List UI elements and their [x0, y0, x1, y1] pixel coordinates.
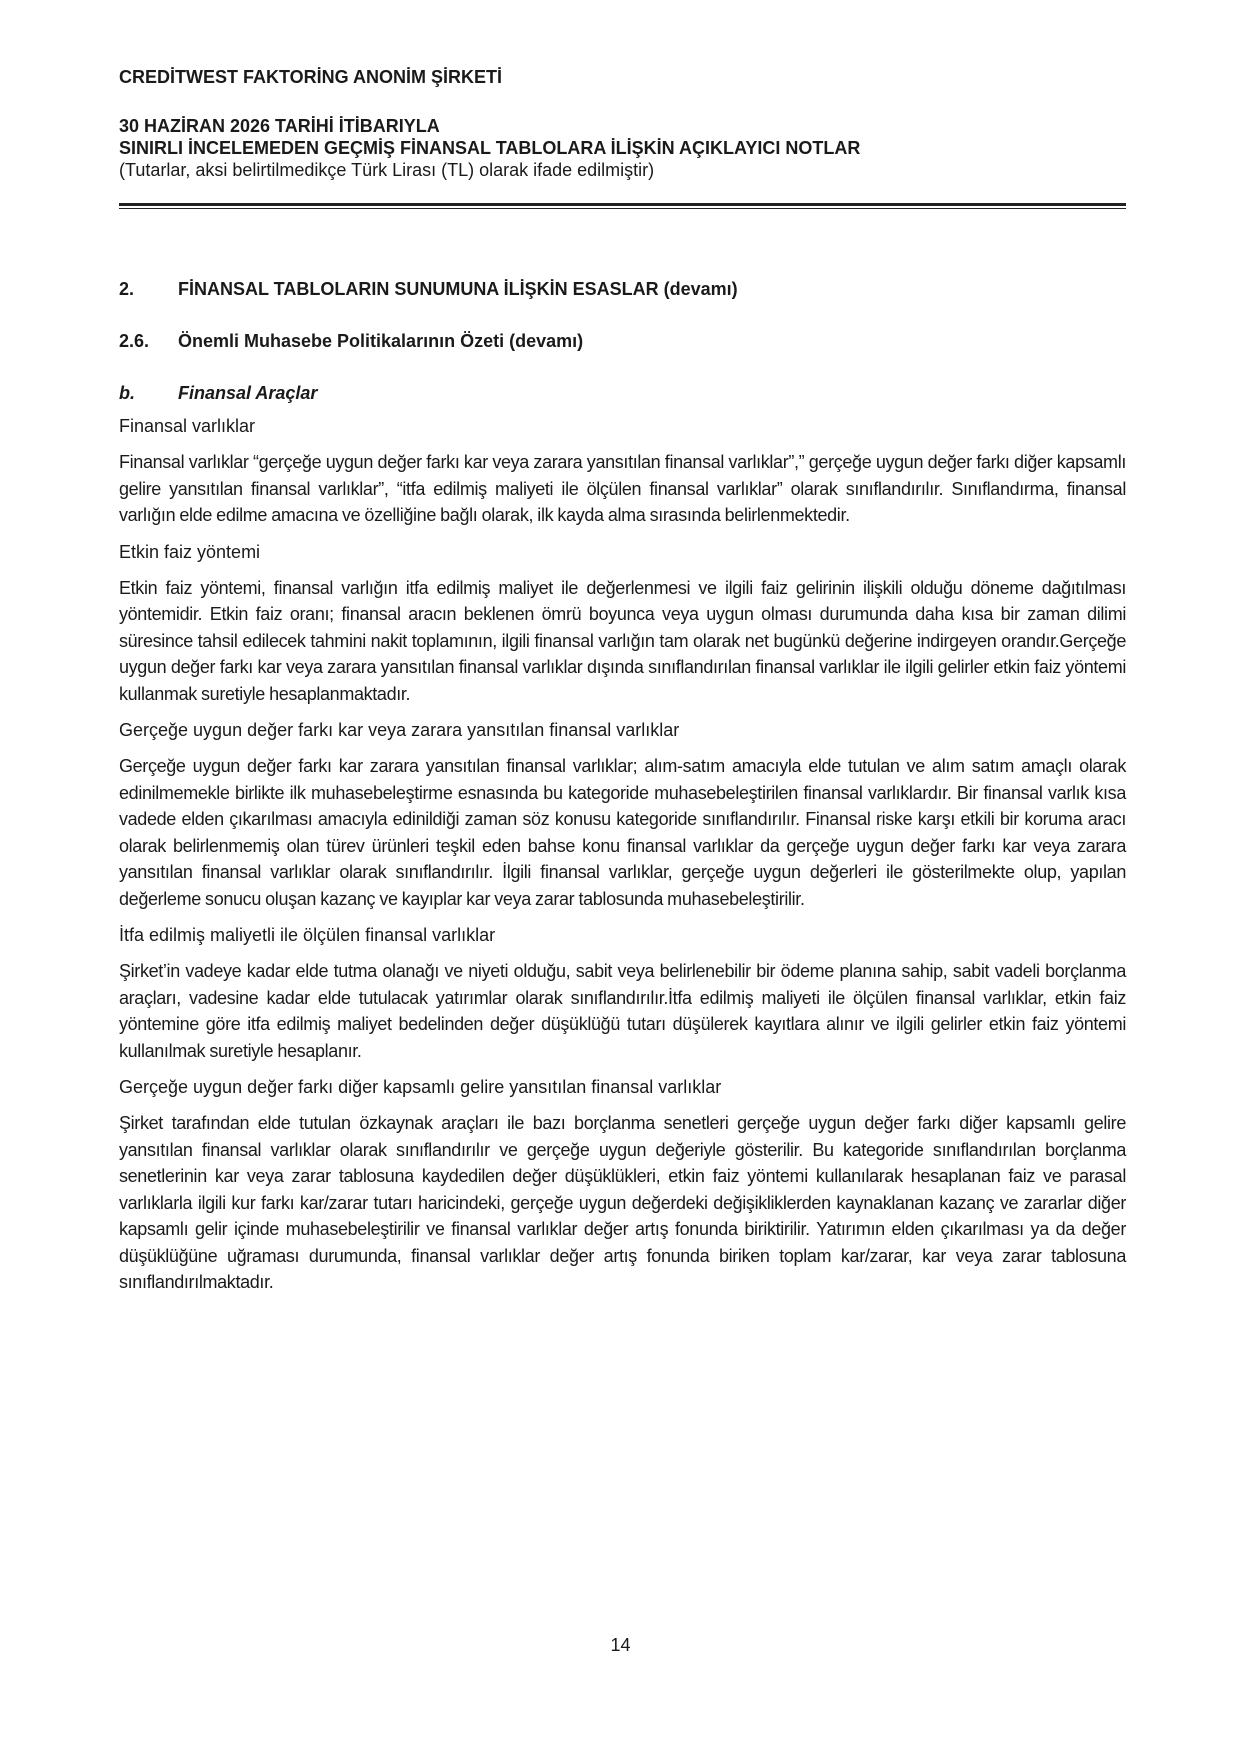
block-heading: Etkin faiz yöntemi: [119, 541, 261, 562]
report-subtitle: SINIRLI İNCELEMEDEN GEÇMİŞ FİNANSAL TABLOLARA İLİŞKİN AÇIKLAYICI NOTLAR: [119, 138, 861, 158]
block-paragraph: Şirket tarafından elde tutulan özkaynak araçları ile bazı borçlanma senetleri gerçeğe uygun değer farkı diğer kapsamlı gelire yansıtılan finansal varlıklar olarak sınıflandırılır ve gerçeğe uygun değeriyle gösterilir. Bu kategoride sınıflandırılan borçlanma senetlerinin kar veya zarar tablosuna kaydedilen değer düşüklükleri, etkin faiz yöntemi kullanılarak hesaplanan faiz ve parasal varlıklarla ilgili kur farkı kar/zarar tutarı haricindeki, gerçeğe uygun değerdeki değişikliklerden kaynaklanan kazanç ve zararlar diğer kapsamlı gelir içinde muhasebeleştirilir ve finansal varlıklar değer artış fonunda biriktirilir. Yatırımın elden çıkarılması ya da değer düşüklüğüne uğraması durumunda, finansal varlıklar değer artış fonunda biriken toplam kar/zarar, kar veya zarar tablosuna sınıflandırılmaktadır.: [119, 1113, 1126, 1292]
subsection-heading: [119, 329, 1126, 353]
item-heading: [119, 381, 1126, 405]
block-paragraph: Gerçeğe uygun değer farkı kar zarara yansıtılan finansal varlıklar; alım-satım amacıyla elde tutulan ve alım satım amaçlı olarak edinilmemekle birlikte ilk muhasebeleştirme esnasında bu kategoride muhasebeleştirilen finansal varlıklardır. Bir finansal varlık kısa vadede elden çıkarılması amacıyla edinildiği zaman söz konusu kategoride sınıflandırılır. Finansal riske karşı etkili bir koruma aracı olarak belirlenmemiş olan türev ürünleri teşkil eden bahse konu finansal varlıklar da gerçeğe uygun değer farkı kar veya zarara yansıtılan finansal varlıklar olarak sınıflandırılır. İlgili finansal varlıklar, gerçeğe uygun değerleri ile gösterilmekte olup, yapılan değerleme sonucu oluşan kazanç ve kayıplar kar veya zarar tablosunda muhasebeleştirilir.: [119, 756, 1126, 909]
block-heading: Gerçeğe uygun değer farkı kar veya zarara yansıtılan finansal varlıklar: [119, 720, 680, 740]
company-name: CREDİTWEST FAKTORİNG ANONİM ŞİRKETİ: [119, 67, 503, 87]
block-paragraph: Finansal varlıklar “gerçeğe uygun değer farkı kar veya zarara yansıtılan finansal varlıklar”,” gerçeğe uygun değer farkı diğer kapsamlı gelire yansıtılan finansal varlıklar”, “itfa edilmiş maliyeti ile ölçülen finansal varlıklar” olarak sınıflandırılır. Sınıflandırma, finansal varlığın elde edilme amacına ve özelliğine bağlı olarak, ilk kayda alma sırasında belirlenmektedir.: [119, 452, 1126, 525]
document-page: [119, 66, 1126, 1296]
page-number: 14: [610, 1635, 631, 1655]
block-heading: İtfa edilmiş maliyetli ile ölçülen finansal varlıklar: [119, 925, 496, 945]
report-date: 30 HAZİRAN 2026 TARİHİ İTİBARIYLA: [119, 116, 440, 136]
section-title: FİNANSAL TABLOLARIN SUNUMUNA İLİŞKİN ESASLAR (devamı): [178, 279, 738, 299]
block-heading: Finansal varlıklar: [119, 416, 256, 436]
block-heading: Gerçeğe uygun değer farkı diğer kapsamlı gelire yansıtılan finansal varlıklar: [119, 1077, 722, 1097]
subsection-title: Önemli Muhasebe Politikalarının Özeti (devamı): [178, 331, 584, 351]
block-paragraph: Şirket’in vadeye kadar elde tutma olanağı ve niyeti olduğu, sabit veya belirlenebilir bir ödeme planına sahip, sabit vadeli borçlanma araçları, vadesine kadar elde tutulacak yatırımlar olarak sınıflandırılır.İtfa edilmiş maliyeti ile ölçülen finansal varlıklar, etkin faiz yöntemine göre itfa edilmiş maliyet bedelinden değer düşüklüğü tutarı düşülerek kayıtlara alınır ve ilgili gelirler etkin faiz yöntemi kullanılmak suretiyle hesaplanır.: [119, 961, 1126, 1061]
item-title: Finansal Araçlar: [178, 383, 318, 403]
item-number: b.: [119, 383, 135, 403]
block-paragraph: Etkin faiz yöntemi, finansal varlığın itfa edilmiş maliyet ile değerlenmesi ve ilgili faiz gelirinin ilişkili olduğu döneme dağıtılması yöntemidir. Etkin faiz oranı; finansal aracın beklenen ömrü boyunca veya uygun olması durumunda daha kısa bir zaman dilimi süresince tahsil edilecek tahmini nakit toplamının, ilgili finansal varlığın tam olarak net bugünkü değerine indirgeyen orandır.Gerçeğe uygun değer farkı kar veya zarara yansıtılan finansal varlıklar dışında sınıflandırılan finansal varlıklar ile ilgili gelirler etkin faiz yöntemi kullanmak suretiyle hesaplanmaktadır.: [119, 577, 1126, 704]
currency-note: (Tutarlar, aksi belirtilmedikçe Türk Lirası (TL) olarak ifade edilmiştir): [119, 160, 655, 180]
header-divider: [119, 203, 1126, 209]
section-heading: [119, 277, 1126, 301]
subsection-number: 2.6.: [119, 331, 150, 351]
section-number: 2.: [119, 279, 135, 299]
